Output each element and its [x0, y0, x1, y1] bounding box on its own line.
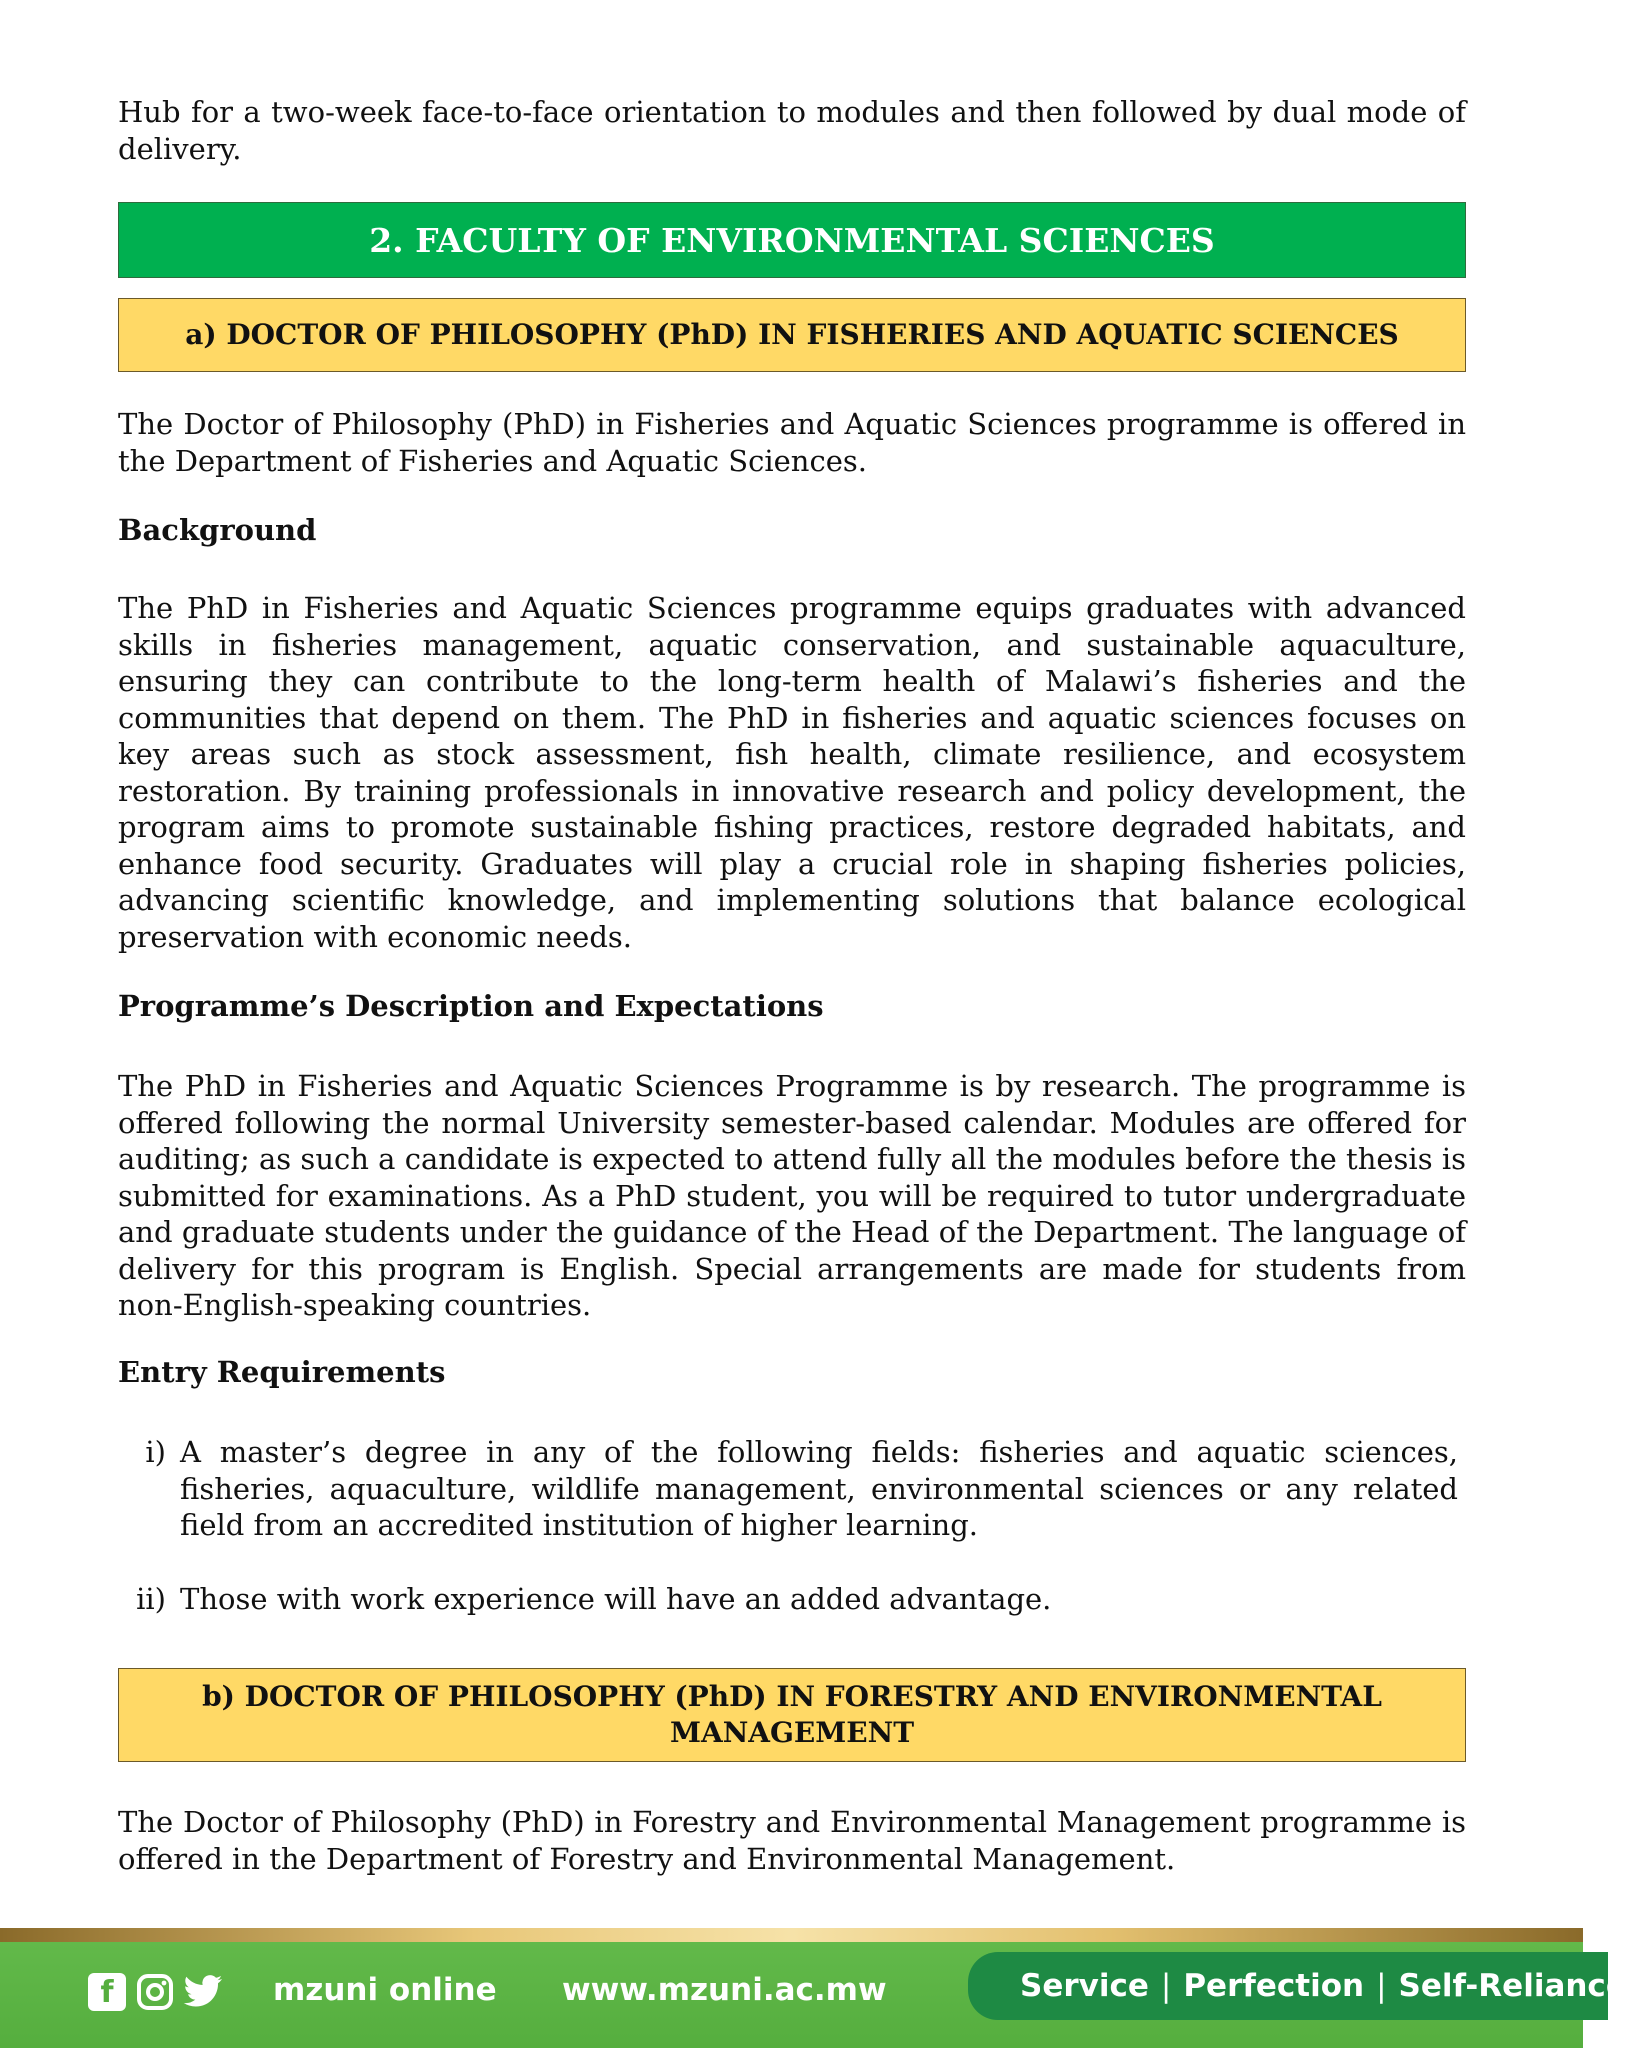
entry-heading: Entry Requirements	[118, 1355, 446, 1389]
description-heading: Programme’s Description and Expectations	[118, 989, 824, 1023]
background-heading: Background	[118, 513, 317, 547]
facebook-icon[interactable]	[88, 1973, 126, 2011]
list-item	[118, 1434, 1458, 1544]
programme-a-banner	[118, 298, 1466, 372]
programme-a-intro-text: The Doctor of Philosophy (PhD) in Fisheries and Aquatic Sciences programme is offered in the Department of Fisheries and Aquatic Sciences.	[118, 407, 1466, 478]
social-handle[interactable]: mzuni online	[273, 1972, 497, 2008]
entry-section-heading	[118, 1354, 1466, 1390]
intro-paragraph: Hub for a two-week face-to-face orientation to modules and then followed by dual mode of delivery.	[118, 95, 1466, 166]
programme-b-heading-line1: b) DOCTOR OF PHILOSOPHY (PhD) IN FORESTRY AND ENVIRONMENTAL	[202, 1680, 1382, 1713]
description-text: The PhD in Fisheries and Aquatic Sciences Programme is by research. The programme is offered following the normal University semester-based calendar. Modules are offered for auditing; as such a candidate is expected to attend fully all the modules before the thesis is submitted for examinations. As a PhD student, you will be required to tutor undergraduate and graduate students under the guidance of the Head of the Department. The language of delivery for this program is English. Special arrangements are made for students from non-English-speaking countries.	[118, 1069, 1466, 1322]
faculty-heading: 2. FACULTY OF ENVIRONMENTAL SCIENCES	[369, 220, 1215, 260]
motto-self-reliance: Self-Reliance	[1398, 1968, 1627, 2004]
entry-requirements-list	[118, 1434, 1458, 1617]
background-section	[118, 590, 1466, 955]
footer-bar	[0, 1942, 1627, 2048]
twitter-glyph	[183, 1975, 223, 2009]
programme-b-intro	[118, 1804, 1466, 1877]
intro-continuation	[118, 94, 1466, 167]
list-item-text: Those with work experience will have an added advantage.	[180, 1581, 1052, 1616]
programme-a-intro	[118, 406, 1466, 479]
motto-perfection: Perfection	[1183, 1968, 1365, 2004]
motto-service: Service	[1020, 1968, 1149, 2004]
programme-b-heading-line2: MANAGEMENT	[669, 1716, 915, 1749]
instagram-icon[interactable]	[136, 1973, 174, 2011]
list-item	[118, 1581, 1458, 1618]
list-item-number: ii)	[136, 1581, 166, 1616]
background-section-heading	[118, 512, 1466, 548]
faculty-banner	[118, 202, 1466, 278]
motto-pill	[968, 1952, 1627, 2020]
list-item-text: A master’s degree in any of the following fields: fisheries and aquatic sciences, fisheries, aquaculture, wildlife management, environmental sciences or any related field from an accredited institution of higher learning.	[180, 1435, 1458, 1542]
facebook-glyph: f	[100, 1974, 114, 2010]
twitter-icon[interactable]	[184, 1973, 222, 2011]
social-icons	[88, 1973, 222, 2011]
motto-separator: |	[1160, 1968, 1172, 2004]
background-text: The PhD in Fisheries and Aquatic Sciences programme equips graduates with advanced skills in fisheries management, aquatic conservation, and sustainable aquaculture, ensuring they can contribute to the long-term health of Malawi’s fisheries and the communities that depend on them. The PhD in fisheries and aquatic sciences focuses on key areas such as stock assessment, fish health, climate resilience, and ecosystem restoration. By training professionals in innovative research and policy development, the program aims to promote sustainable fishing practices, restore degraded habitats, and enhance food security. Graduates will play a crucial role in shaping fisheries policies, advancing scientific knowledge, and implementing solutions that balance ecological preservation with economic needs.	[118, 591, 1466, 954]
programme-a-heading: a) DOCTOR OF PHILOSOPHY (PhD) IN FISHERIES AND AQUATIC SCIENCES	[185, 318, 1399, 351]
instagram-glyph	[136, 1973, 174, 2011]
website-link[interactable]: www.mzuni.ac.mw	[562, 1972, 887, 2008]
footer-gold-stripe	[0, 1928, 1583, 1942]
programme-b-banner	[118, 1668, 1466, 1762]
motto-separator: |	[1376, 1968, 1387, 2004]
list-item-number: i)	[145, 1435, 166, 1469]
description-section	[118, 1068, 1466, 1324]
description-section-heading	[118, 988, 1466, 1024]
programme-b-intro-text: The Doctor of Philosophy (PhD) in Forestry and Environmental Management programme is offered in the Department of Forestry and Environmental Management.	[118, 1805, 1466, 1876]
